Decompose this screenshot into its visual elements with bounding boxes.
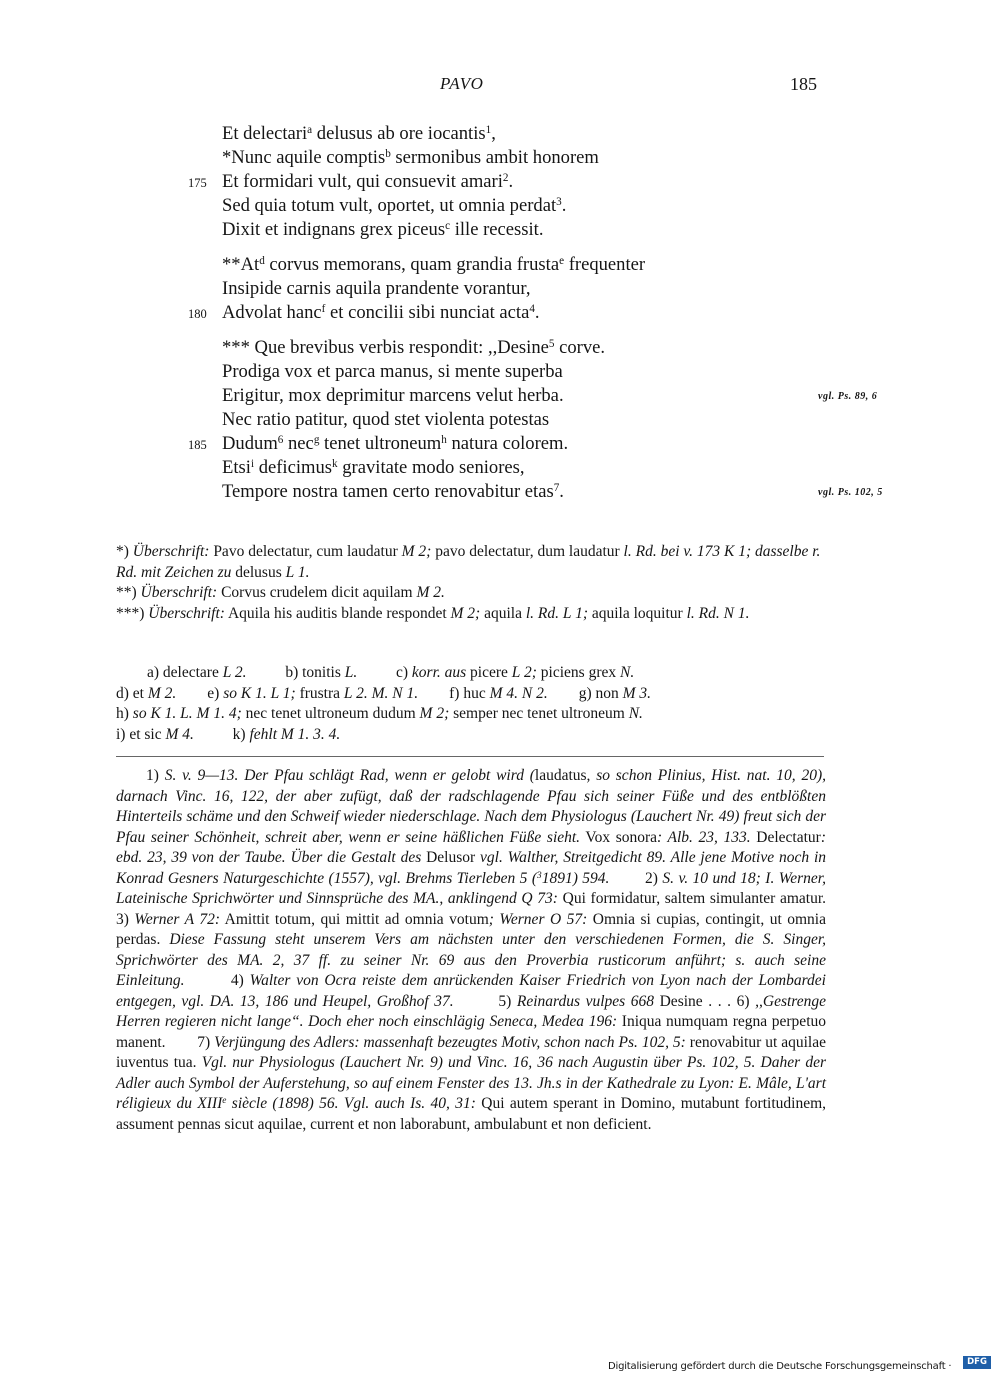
verse-line bbox=[222, 253, 822, 277]
dfg-logo: DFG bbox=[963, 1356, 991, 1369]
verse-text: Prodiga vox et parca manus, si mente superba bbox=[222, 361, 563, 382]
running-header bbox=[0, 74, 1000, 100]
verse-line bbox=[188, 432, 822, 456]
verse-line bbox=[222, 122, 822, 146]
verse-text: Et formidari vult, qui consuevit amari$^2$. bbox=[222, 171, 514, 192]
verse-line bbox=[222, 336, 822, 360]
verse-text: Advolat hanc$^f$ et concilii sibi nunciat acta$^4$. bbox=[222, 302, 540, 323]
verse-line bbox=[222, 277, 822, 301]
footer-credit bbox=[608, 1356, 988, 1370]
commentary-notes bbox=[116, 766, 826, 1135]
heading-notes: *) Überschrift: Pavo delectatur, cum laudatur M 2; pavo delectatur, dum laudatur l. Rd. bei v. 173 K 1; dasselbe r. Rd. mit Zeichen zu delusus L 1. **) Überschrift: Corvus crudelem dicit aquilam M 2. ***) Überschrift: Aquila his auditis blande respondet M 2; aquila l. Rd. L 1; aquila loquitur l. Rd. N 1. bbox=[116, 543, 821, 622]
marginal-reference: vgl. Ps. 102, 5 bbox=[818, 487, 883, 498]
stanza bbox=[188, 336, 883, 504]
line-number: 180 bbox=[188, 307, 207, 321]
running-title: PAVO bbox=[440, 74, 484, 93]
verse-text: Sed quia totum vult, oportet, ut omnia perdat$^3$. bbox=[222, 195, 567, 216]
verse-line bbox=[222, 480, 883, 504]
verse-line bbox=[222, 218, 822, 242]
verse-text: *Nunc aquile comptis$^b$ sermonibus ambit honorem bbox=[222, 147, 599, 168]
verse-text: Tempore nostra tamen certo renovabitur etas$^7$. bbox=[222, 481, 564, 502]
verse-line bbox=[222, 194, 822, 218]
poem-text bbox=[188, 122, 883, 515]
verse-line bbox=[222, 146, 822, 170]
variant-line: d) et M 2. e) so K 1. L 1; frustra L 2. M. N 1. f) huc M 4. N 2. g) non M 3. bbox=[116, 684, 652, 702]
verse-text: Nec ratio patitur, quod stet violenta potestas bbox=[222, 409, 550, 430]
verse-text: Et delectari$^a$ delusus ab ore iocantis$^1$, bbox=[222, 123, 496, 144]
verse-text: Insipide carnis aquila prandente vorantur, bbox=[222, 278, 531, 299]
line-number: 185 bbox=[188, 438, 207, 452]
variant-line: i) et sic M 4. k) fehlt M 1. 3. 4. bbox=[116, 725, 341, 743]
commentary-paragraph: 1) S. v. 9—13. Der Pfau schlägt Rad, wenn er gelobt wird (laudatus, so schon Plinius, Hist. nat. 10, 20), darnach Vinc. 16, 122, der aber zufügt, daß der radschlagende Pfau sich seiner Füße und des entblößten Hinterteils schäme und den Schweif wieder niederschlage. Nach dem Physiologus (Lauchert Nr. 49) freut sich der Pfau seiner Schönheit, schreit aber, wenn er seine häßlichen Füße sieht. Vox sonora: Alb. 23, 133. Delectatur: ebd. 23, 39 von der Taube. Über die Gestalt des Delusor vgl. Walther, Streitgedicht 89. Alle jene Motive noch in Konrad Gesners Naturgeschichte (1557), vgl. Brehms Tierleben 5 ($^3$1891) 594. 2) S. v. 10 und 18; I. Werner, Lateinische Sprichwörter und Sinnsprüche des MA., anklingend Q 73: Qui formidatur, saltem simulanter amatur. 3) Werner A 72: Amittit totum, qui mittit ad omnia votum; Werner O 57: Omnia si cupias, contingit, ut omnia perdas. Diese Fassung steht unserem Vers am nächsten unter den verschiedenen Formen, die S. Singer, Sprichwörter des MA. 2, 37 ff. zu seiner Nr. 69 aus den Proverbia rusticorum anführt; s. auch seine Einleitung. 4) Walter von Ocra reiste dem anrückenden Kaiser Friedrich von Lyon nach der Lombardei entgegen, vgl. DA. 13, 186 und Heupel, Großhof 37. 5) Reinardus vulpes 668 Desine . . . 6) ,,Gestrenge Herren regieren nicht lange“. Doch eher noch einschlägig Seneca, Medea 196: Iniqua numquam regna perpetuo manent. 7) Verjüngung des Adlers: massenhaft bezeugtes Motiv, schon nach Ps. 102, 5: renovabitur ut aquilae iuventus tua. Vgl. nur Physiologus (Lauchert Nr. 9) und Vinc. 16, 36 nach Augustin über Ps. 102, 5. Daher der Adler auch Symbol der Auferstehung, so auf einem Fenster des 13. Jh.s in der Kathedrale zu Lyon: E. Mâle, L'art réligieux du XIIIe siècle (1898) 56. Vgl. auch Is. 40, 31: Qui autem sperant in Domino, mutabunt fortitudinem, assument pennas sicut aquilae, current et non laborabunt, ambulabunt et non deficient. bbox=[116, 767, 827, 1133]
line-number: 175 bbox=[188, 176, 207, 190]
verse-text: *** Que brevibus verbis respondit: ,,Desine$^5$ corve. bbox=[222, 337, 606, 358]
verse-line bbox=[222, 408, 822, 432]
variant-apparatus bbox=[116, 663, 826, 745]
verse-line bbox=[222, 360, 822, 384]
marginal-reference: vgl. Ps. 89, 6 bbox=[818, 391, 878, 402]
stanza bbox=[188, 122, 822, 242]
verse-text: **At$^d$ corvus memorans, quam grandia frusta$^e$ frequenter bbox=[222, 254, 646, 275]
variant-line: h) so K 1. L. M 1. 4; nec tenet ultroneum dudum M 2; semper nec tenet ultroneum N. bbox=[116, 705, 643, 722]
footer-text: Digitalisierung gefördert durch die Deutsche Forschungsgemeinschaft · bbox=[608, 1361, 952, 1372]
verse-text: Dixit et indignans grex piceus$^c$ ille recessit. bbox=[222, 219, 544, 240]
verse-line bbox=[222, 384, 878, 408]
variant-line: a) delectare L 2. b) tonitis L. c) korr. aus picere L 2; piciens grex N. bbox=[116, 664, 635, 681]
verse-line bbox=[188, 170, 822, 194]
stanza bbox=[188, 253, 822, 325]
verse-line bbox=[188, 301, 822, 325]
verse-text: Erigitur, mox deprimitur marcens velut herba. bbox=[222, 385, 564, 406]
footnote-divider bbox=[116, 756, 824, 757]
verse-line bbox=[222, 456, 822, 480]
verse-text: Etsi$^i$ deficimus$^k$ gravitate modo seniores, bbox=[222, 457, 525, 478]
page-number: 185 bbox=[790, 74, 817, 94]
verse-text: Dudum$^6$ nec$^g$ tenet ultroneum$^h$ natura colorem. bbox=[222, 433, 569, 454]
